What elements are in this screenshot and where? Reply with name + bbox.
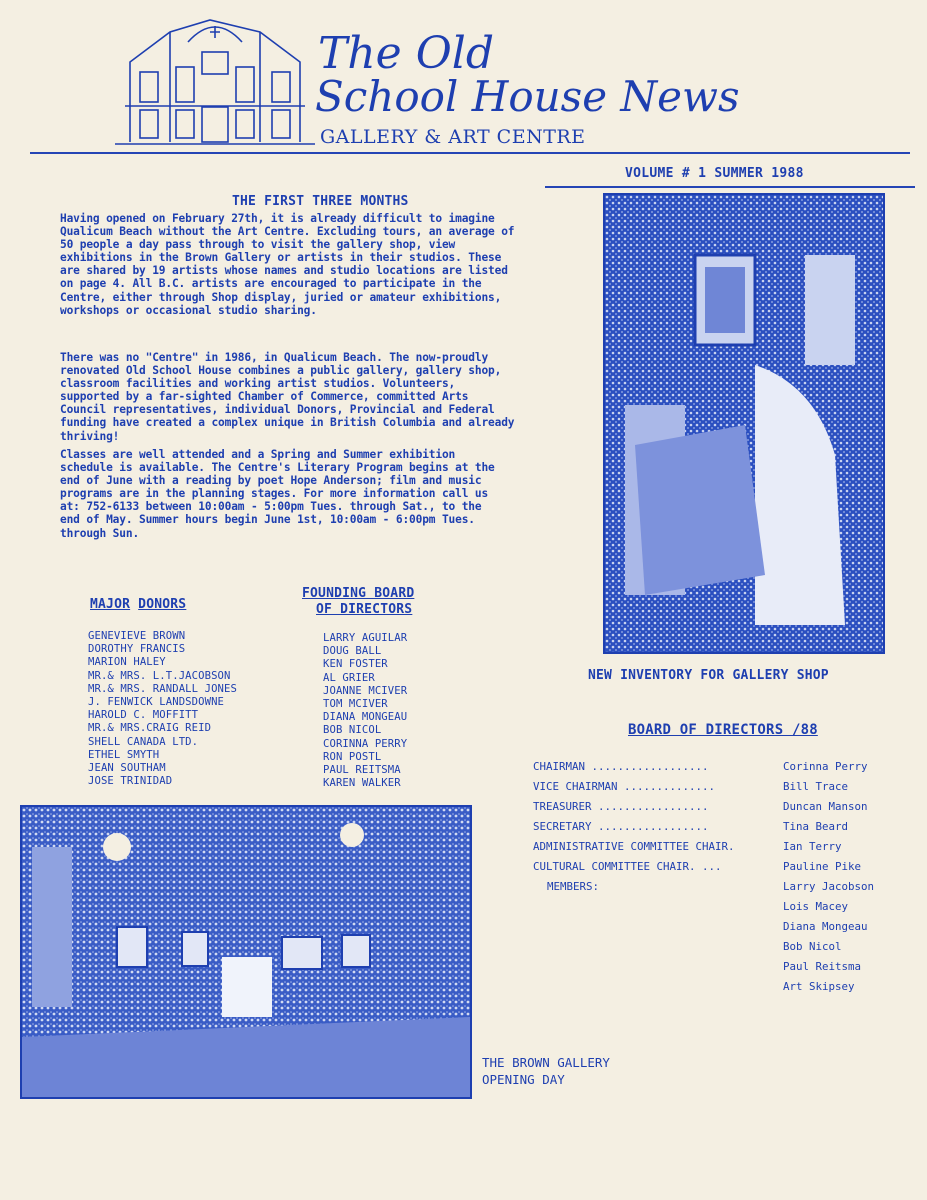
list-item: J. FENWICK LANDSDOWNE: [88, 696, 225, 709]
list-item: [533, 820, 913, 833]
board-role: TREASURER .................: [533, 800, 709, 813]
board-name: Paul Reitsma: [783, 960, 862, 973]
board-name: Tina Beard: [783, 820, 849, 833]
board-role: SECRETARY .................: [533, 820, 709, 833]
list-item: KAREN WALKER: [323, 777, 401, 790]
article-paragraph-1: Having opened on February 27th, it is already difficult to imagine Qualicum Beach without the Art Centre. Excluding tours, an average of 50 people a day pass through to visit the gallery shop, view exhibitions in the Brown Gallery or artists in their studios. These are shared by 19 artists whose names and studio locations are listed on page 4. All B.C. artists are encouraged to participate in the Centre, either through Shop display, juried or amateur exhibitions, workshops or occasional studio sharing.: [60, 212, 515, 317]
founding-board-heading-line1: FOUNDING BOARD: [302, 586, 415, 601]
board-name: Larry Jacobson: [783, 880, 875, 893]
founding-board-heading-line2: OF DIRECTORS: [316, 602, 413, 617]
list-item: JOANNE MCIVER: [323, 684, 408, 697]
list-item: [533, 760, 913, 773]
list-item: [533, 840, 913, 853]
list-item: TOM MCIVER: [323, 698, 388, 711]
major-donors-heading: [90, 597, 186, 612]
list-item: GENEVIEVE BROWN: [88, 630, 186, 642]
article-paragraph-3: Classes are well attended and a Spring and Summer exhibition schedule is available. The Centre's Literary Program begins at the end of June with a reading by poet Hope Anderson; film and music programs are in the planning stages. For more information call us at: 752-6133 between 10:00am - 5:00pm Tues. through Sat., to the end of May. Summer hours begin June 1st, 10:00am - 6:00pm Tues. through Sun.: [60, 448, 495, 540]
gallery-shop-photo-image: [605, 195, 883, 652]
major-donors-list: [88, 630, 237, 788]
volume-rule: [545, 186, 915, 188]
list-item: HAROLD C. MOFFITT: [88, 709, 199, 722]
masthead-title-line2: School House News: [315, 72, 740, 121]
volume-label: VOLUME # 1 SUMMER 1988: [625, 166, 804, 181]
board-name: Bill Trace: [783, 780, 849, 793]
list-item: MR.& MRS.CRAIG REID: [88, 722, 212, 735]
board-name: Ian Terry: [783, 840, 842, 853]
gallery-shop-photo: [603, 193, 885, 654]
masthead-title-line1: The Old: [318, 28, 495, 79]
brown-gallery-caption-line1: THE BROWN GALLERY: [482, 1055, 610, 1070]
list-item: [533, 780, 913, 793]
board-role: ADMINISTRATIVE COMMITTEE CHAIR.: [533, 840, 735, 853]
school-house-logo: [110, 12, 320, 152]
masthead-rule: [30, 152, 910, 154]
list-item: ETHEL SMYTH: [88, 748, 160, 761]
list-item: RON POSTL: [323, 750, 382, 763]
board-role: VICE CHAIRMAN ..............: [533, 780, 716, 793]
list-item: CORINNA PERRY: [323, 737, 408, 750]
list-item: JOSE TRINIDAD: [88, 775, 173, 788]
founding-board-heading: [302, 586, 414, 618]
list-item: [533, 860, 913, 873]
board-name: Duncan Manson: [783, 800, 868, 813]
list-item: MR.& MRS. RANDALL JONES: [88, 682, 237, 695]
board-name: Diana Mongeau: [783, 920, 868, 933]
major-donors-heading-a: MAJOR: [90, 597, 131, 612]
article-paragraph-2: There was no "Centre" in 1986, in Qualicum Beach. The now-proudly renovated Old School House combines a public gallery, gallery shop, classroom facilities and working artist studios. Volunteers, supported by a far-sighted Chamber of Commerce, committed Arts Council representatives, individual Donors, Provincial and Federal funding have created a complex unique in British Columbia and already thriving!: [60, 351, 515, 443]
board-88-heading: BOARD OF DIRECTORS /88: [628, 722, 818, 738]
list-item: PAUL REITSMA: [323, 764, 401, 777]
brown-gallery-caption-line2: OPENING DAY: [482, 1072, 565, 1087]
list-item: LARRY AGUILAR: [323, 632, 408, 644]
masthead-subtitle: GALLERY & ART CENTRE: [320, 126, 586, 148]
list-item: KEN FOSTER: [323, 658, 388, 671]
list-item: [533, 880, 913, 893]
board-role: CULTURAL COMMITTEE CHAIR. ...: [533, 860, 722, 873]
article-heading: THE FIRST THREE MONTHS: [232, 194, 409, 209]
gallery-shop-caption: NEW INVENTORY FOR GALLERY SHOP: [588, 668, 829, 683]
major-donors-heading-b: DONORS: [138, 597, 187, 612]
list-item: DOROTHY FRANCIS: [88, 643, 186, 656]
brown-gallery-photo-image: [22, 807, 470, 1097]
list-item: SHELL CANADA LTD.: [88, 735, 199, 748]
board-name: Pauline Pike: [783, 860, 862, 873]
list-item: DOUG BALL: [323, 645, 382, 658]
board-name: Bob Nicol: [783, 940, 842, 953]
board-role: CHAIRMAN ..................: [533, 760, 709, 773]
brown-gallery-photo: [20, 805, 472, 1099]
founding-board-list: [323, 632, 407, 790]
list-item: JEAN SOUTHAM: [88, 762, 166, 775]
board-name: Corinna Perry: [783, 760, 868, 773]
list-item: BOB NICOL: [323, 724, 382, 737]
board-name: Lois Macey: [783, 900, 849, 913]
list-item: AL GRIER: [323, 671, 375, 684]
list-item: DIANA MONGEAU: [323, 711, 408, 724]
list-item: MR.& MRS. L.T.JACOBSON: [88, 669, 231, 682]
list-item: MARION HALEY: [88, 656, 166, 669]
board-name: Art Skipsey: [783, 980, 855, 993]
list-item: [533, 800, 913, 813]
board-88-list: [533, 760, 913, 1060]
board-role: MEMBERS:: [547, 880, 600, 893]
